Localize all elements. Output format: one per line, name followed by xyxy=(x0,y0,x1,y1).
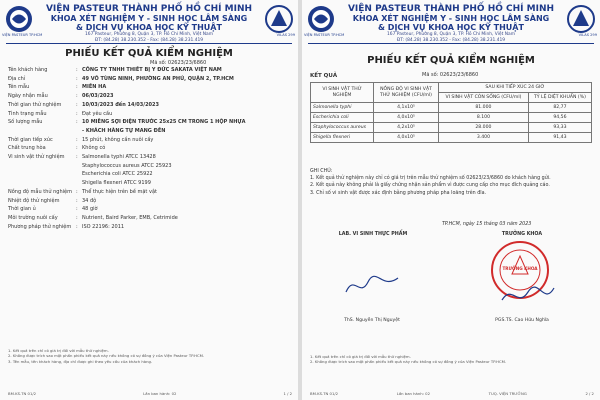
field-colon: : xyxy=(76,206,78,213)
report-code-value: 02623/23/6860 xyxy=(167,60,207,66)
cell-initial: 4,0x10⁵ xyxy=(374,133,439,143)
pasteur-logo-icon xyxy=(4,4,34,44)
page-title: PHIẾU KẾT QUẢ KIỂM NGHIỆM xyxy=(367,55,535,66)
field-colon: : xyxy=(76,93,78,100)
field-row xyxy=(8,197,292,206)
cell-rate: 94,56 xyxy=(528,113,591,123)
field-value: 15 phút, không cần nuôi cấy xyxy=(82,136,154,143)
note-line: 3. Chỉ số vi sinh vật được xác định bằng phương pháp pha loãng trên đĩa. xyxy=(310,190,487,196)
footer-authority: TUQ. VIỆN TRƯỞNG xyxy=(488,391,527,396)
field-label: Vi sinh vật thử nghiệm xyxy=(8,154,65,161)
org-line-3: & DỊCH VỤ KHOA HỌC KỸ THUẬT xyxy=(76,23,222,32)
cell-count: 3.400 xyxy=(439,133,529,143)
table-row xyxy=(311,113,592,123)
field-value: Thể thực hiện trên bề mặt vật xyxy=(82,188,157,195)
cell-organism: Shigella flexneri xyxy=(311,133,374,143)
stamp-label: TRƯỞNG KHOA xyxy=(502,266,538,271)
right-signature-icon xyxy=(498,282,558,312)
right-signer-name: PGS.TS. Cao Hữu Nghĩa xyxy=(495,318,549,323)
cell-count: 28.000 xyxy=(439,123,529,133)
footer-form-code: BM.KS.TN 01/2 xyxy=(310,391,339,396)
field-value: ISO 22196: 2011 xyxy=(82,223,125,230)
organization-block xyxy=(342,4,560,43)
field-row xyxy=(8,101,292,110)
field-value: 49 VÕ TÙNG NINH, PHƯỜNG AN PHÚ, QUẬN 2, TP.HCM xyxy=(82,75,234,82)
col-initial: NỒNG ĐỘ VI SINH VẬT THỬ NGHIỆM (CFU/ml) xyxy=(374,83,439,103)
results-table xyxy=(310,82,592,143)
report-code-label: Mã số: xyxy=(422,72,439,78)
field-value: 34 độ xyxy=(82,197,97,204)
note-line: 1. Kết quả trên chỉ có giá trị đối với mẫu thử nghiệm. xyxy=(8,348,109,353)
note-line: 3. Tên mẫu, tên khách hàng, địa chỉ được ghi theo yêu cầu của khách hàng. xyxy=(8,358,153,364)
page-number: 1 / 2 xyxy=(283,391,292,396)
field-value: Salmonella typhi ATCC 13428 xyxy=(82,154,156,161)
field-colon: : xyxy=(76,214,78,221)
field-value: Shigella flexneri ATCC 9199 xyxy=(82,180,151,187)
field-row xyxy=(8,118,292,127)
field-label: Môi trường nuôi cấy xyxy=(8,214,58,221)
field-label: Ngày nhận mẫu xyxy=(8,93,48,100)
field-colon: : xyxy=(76,188,78,195)
table-row xyxy=(311,123,592,133)
cell-organism: Salmonella typhi xyxy=(311,103,374,113)
report-page-2 xyxy=(302,0,600,400)
report-page-1 xyxy=(0,0,298,400)
report-fields xyxy=(8,66,292,231)
field-colon: : xyxy=(76,101,78,108)
field-row xyxy=(8,92,292,101)
note-line: 2. Không được trích sao một phần phiếu kết quả này nếu không có sự đồng ý của Viện Pasteur TP.HCM. xyxy=(310,359,507,365)
header-rule xyxy=(308,43,594,44)
field-colon: : xyxy=(76,67,78,73)
field-colon: : xyxy=(76,119,78,126)
report-code-value: 02623/23/6860 xyxy=(439,72,479,78)
field-colon: : xyxy=(76,197,78,204)
org-phone: ĐT: (84.28) 38.230.352 - Fax: (84.28) 38.231.419 xyxy=(94,37,204,43)
field-value: 10 MIẾNG SỢI ĐIỆN TRƯỚC 25x25 CM TRONG 1 HỘP NHỰA xyxy=(82,119,246,126)
report-notes xyxy=(310,354,594,365)
page-header xyxy=(0,2,298,42)
right-logo-caption: VILAS 299 xyxy=(578,33,597,37)
field-value: 06/03/2023 xyxy=(82,93,114,100)
cell-initial: 4,2x10⁵ xyxy=(374,123,439,133)
notes-list xyxy=(310,175,594,197)
report-code-label: Mã số: xyxy=(150,60,167,66)
left-signer-name: ThS. Nguyễn Thị Nguyệt xyxy=(344,318,400,323)
field-colon: : xyxy=(76,110,78,117)
field-row xyxy=(8,162,292,171)
field-row xyxy=(8,188,292,197)
field-label: Chất trung hòa xyxy=(8,145,46,152)
field-label xyxy=(8,127,76,136)
field-label xyxy=(8,170,76,179)
left-logo-caption: VIỆN PASTEUR TP.HCM xyxy=(2,33,43,37)
page-number: 2 / 2 xyxy=(585,391,594,396)
cell-initial: 4,0x10⁵ xyxy=(374,113,439,123)
note-line: 1. Kết quả trên chỉ có giá trị đối với mẫu thử nghiệm. xyxy=(310,354,411,359)
left-signature-icon xyxy=(342,270,402,300)
field-colon: : xyxy=(76,154,78,161)
field-value: CÔNG TY TNHH THIẾT BỊ Y ĐỨC SAKATA VIỆT NAM xyxy=(82,67,222,73)
field-row xyxy=(8,223,292,232)
field-colon: : xyxy=(76,223,78,230)
cell-organism: Escherichia coli xyxy=(311,113,374,123)
field-value: 48 giờ xyxy=(82,206,98,213)
field-label: Nồng độ mẫu thử nghiệm xyxy=(8,188,72,195)
field-value: Escherichia coli ATCC 25922 xyxy=(82,171,153,178)
cell-initial: 4,1x10⁵ xyxy=(374,103,439,113)
field-row xyxy=(8,136,292,145)
vilas-logo-icon xyxy=(264,4,294,44)
col-organism: VI SINH VẬT THỬ NGHIỆM xyxy=(311,83,374,103)
field-colon: : xyxy=(76,84,78,91)
org-line-1: VIỆN PASTEUR THÀNH PHỐ HỒ CHÍ MINH xyxy=(45,4,253,14)
col-rate: TỶ LỆ DIỆT KHUẨN (%) xyxy=(528,93,591,103)
field-label: Thời gian thử nghiệm xyxy=(8,101,62,108)
report-date: TP.HCM, ngày 15 tháng 03 năm 2023 xyxy=(442,222,532,227)
org-address: 167 Pasteur, Phường 8, Quận 3, TP. Hồ Chí Minh, Việt Nam xyxy=(387,32,515,37)
page-title: PHIẾU KẾT QUẢ KIỂM NGHIỆM xyxy=(65,48,233,59)
left-logo-caption: VIỆN PASTEUR TP.HCM xyxy=(304,33,345,37)
org-line-1: VIỆN PASTEUR THÀNH PHỐ HỒ CHÍ MINH xyxy=(347,4,555,14)
org-line-2: KHOA XÉT NGHIỆM Y - SINH HỌC LÂM SÀNG xyxy=(50,14,248,23)
org-line-2: KHOA XÉT NGHIỆM Y - SINH HỌC LÂM SÀNG xyxy=(352,14,550,23)
field-value: MIẾN HA xyxy=(82,84,107,91)
header-rule xyxy=(6,43,292,44)
field-row xyxy=(8,83,292,92)
field-label: Nhiệt độ thử nghiệm xyxy=(8,197,60,204)
report-code xyxy=(422,72,478,78)
field-row xyxy=(8,75,292,84)
field-label xyxy=(8,179,76,188)
field-label xyxy=(8,162,76,171)
field-row xyxy=(8,66,292,75)
report-notes xyxy=(8,348,292,364)
table-row xyxy=(311,133,592,143)
footer-revision: Lần ban hành: 02 xyxy=(396,391,431,396)
field-row xyxy=(8,205,292,214)
cell-count: 8.100 xyxy=(439,113,529,123)
notes-title: GHI CHÚ: xyxy=(310,169,333,174)
org-address: 167 Pasteur, Phường 8, Quận 3, TP. Hồ Chí Minh, Việt Nam xyxy=(85,32,213,37)
org-line-3: & DỊCH VỤ KHOA HỌC KỸ THUẬT xyxy=(378,23,524,32)
pasteur-logo-icon xyxy=(306,4,336,44)
page-footer xyxy=(310,391,594,396)
cell-count: 81.000 xyxy=(439,103,529,113)
result-heading: KẾT QUẢ xyxy=(310,73,338,79)
left-signer-title: LAB. VI SINH THỰC PHẨM xyxy=(338,232,408,237)
field-row xyxy=(8,110,292,119)
field-row xyxy=(8,214,292,223)
field-row xyxy=(8,170,292,179)
right-logo-caption: VILAS 299 xyxy=(276,33,295,37)
field-label: Thời gian tiếp xúc xyxy=(8,136,53,143)
org-phone: ĐT: (84.28) 38.230.352 - Fax: (84.28) 38.231.419 xyxy=(396,37,506,43)
field-value: - KHÁCH HÀNG TỰ MANG ĐẾN xyxy=(82,127,166,134)
field-label: Địa chỉ xyxy=(8,75,26,82)
field-label: Tên mẫu xyxy=(8,84,30,91)
page-footer xyxy=(8,391,292,396)
field-row xyxy=(8,153,292,162)
field-label: Tình trạng mẫu xyxy=(8,110,47,117)
cell-rate: 93,33 xyxy=(528,123,591,133)
field-value: Đạt yêu cầu xyxy=(82,110,113,117)
footer-form-code: BM.KS.TN 01/2 xyxy=(8,391,37,396)
field-row xyxy=(8,179,292,188)
field-value: 10/03/2023 đến 14/03/2023 xyxy=(82,101,159,108)
field-value: Không có xyxy=(82,145,106,152)
results-notes xyxy=(310,168,594,197)
field-label: Tên khách hàng xyxy=(8,67,48,73)
cell-rate: 82,77 xyxy=(528,103,591,113)
cell-rate: 91,43 xyxy=(528,133,591,143)
vilas-logo-icon xyxy=(566,4,596,44)
field-label: Phương pháp thử nghiệm xyxy=(8,223,72,230)
field-colon: : xyxy=(76,145,78,152)
field-value: Nutrient, Baird Parker, EMB, Cetrimide xyxy=(82,214,178,221)
col-group: SAU KHI TIẾP XÚC 24 GIỜ xyxy=(439,83,592,93)
field-colon: : xyxy=(76,136,78,143)
table-row xyxy=(311,103,592,113)
field-label: Số lượng mẫu xyxy=(8,119,43,126)
field-colon: : xyxy=(76,75,78,82)
cell-organism: Staphylococcus aureus xyxy=(311,123,374,133)
field-label: Thời gian ủ xyxy=(8,206,36,213)
field-value: Staphylococcus aureus ATCC 25923 xyxy=(82,162,172,169)
field-row xyxy=(8,127,292,136)
note-line: 1. Kết quả thử nghiệm này chỉ có giá trị trên mẫu thử nghiệm số 02623/23/6860 do khách hàng gửi. xyxy=(310,176,551,182)
footer-revision: Lần ban hành: 02 xyxy=(143,391,177,396)
col-count: VI SINH VẬT CÒN SỐNG (CFU/ml) xyxy=(439,93,529,103)
organization-block xyxy=(40,4,258,43)
page-header xyxy=(302,2,600,42)
right-signer-title: TRƯỞNG KHOA xyxy=(501,232,543,237)
note-line: 2. Không được trích sao một phần phiếu kết quả này nếu không có sự đồng ý của Viện Pasteur TP.HCM. xyxy=(8,353,205,359)
note-line: 2. Kết quả này không phải là giấy chứng nhận sản phẩm vì được cung cấp cho mục đích quảng cáo. xyxy=(310,183,550,189)
field-row xyxy=(8,144,292,153)
